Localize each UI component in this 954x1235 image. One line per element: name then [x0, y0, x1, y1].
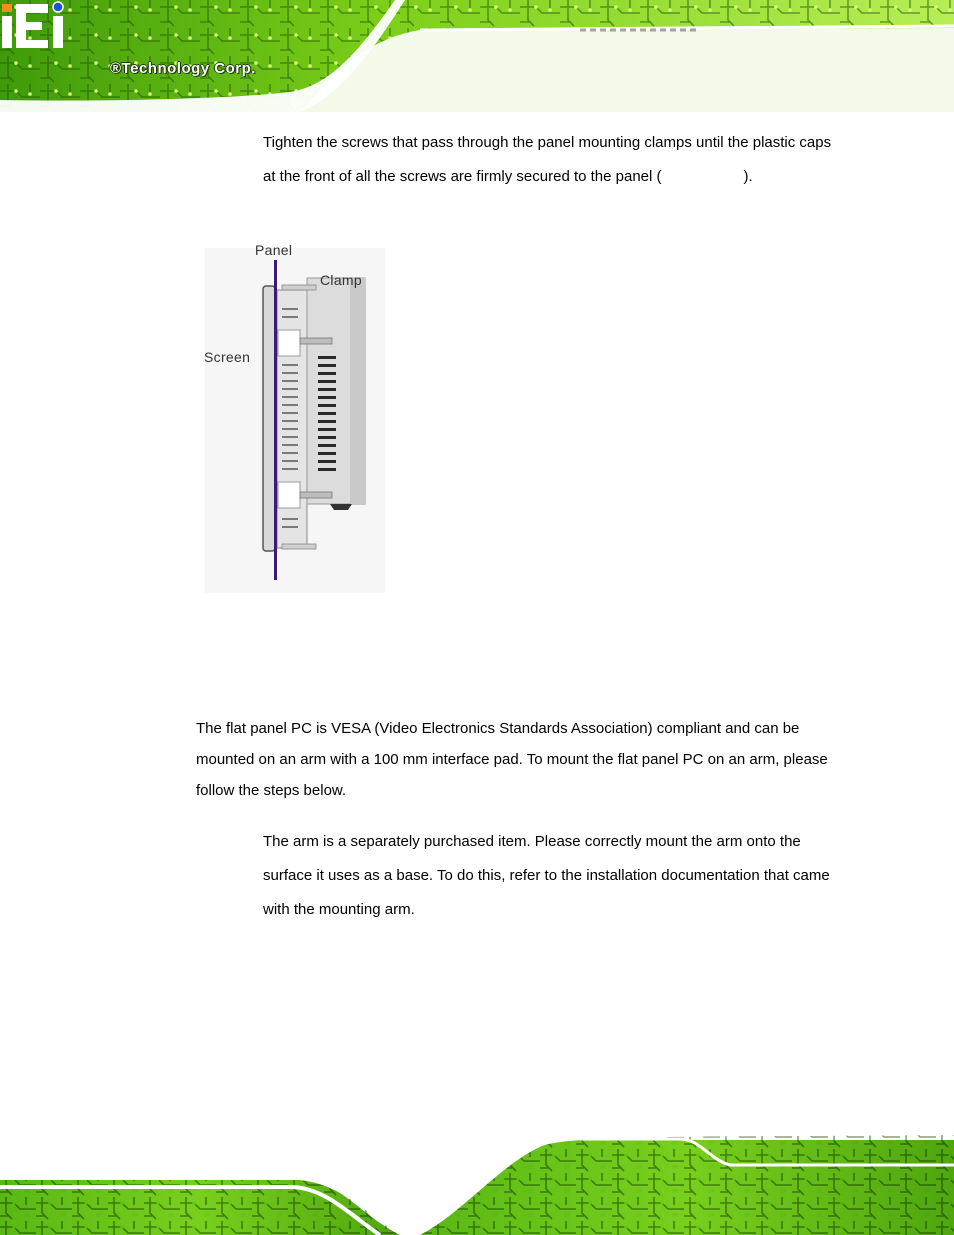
clamp-label: Clamp [320, 272, 362, 288]
step1-paragraph [263, 126, 833, 194]
panel-line [274, 260, 277, 580]
footer-banner [0, 1125, 954, 1235]
panel-label: Panel [255, 242, 293, 258]
panel-clamp-figure [200, 238, 390, 593]
vesa-paragraph: The flat panel PC is VESA (Video Electronics Standards Association) compliant and can be mounted on an arm with a 100 mm interface pad. To mount the flat panel PC on an arm, please follow the steps below. [196, 720, 828, 799]
header-banner [0, 0, 954, 112]
circuit-board-background [0, 0, 954, 112]
screen-label: Screen [204, 349, 251, 365]
step1-text: Tighten the screws that pass through the panel mounting clamps until the plastic caps at the front of all the screws are firmly secured to the panel ( [263, 134, 832, 185]
side-view-illustration [200, 238, 390, 593]
brand-text: ®Technology Corp. [110, 60, 256, 77]
circuit-board-footer-background [0, 1125, 954, 1235]
step1-text-end: ). [743, 168, 753, 185]
iei-logo-icon [0, 0, 70, 50]
step2-paragraph: The arm is a separately purchased item. Please correctly mount the arm onto the surface it uses as a base. To do this, refer to the installation documentation that came with the mounting arm. [263, 833, 830, 918]
